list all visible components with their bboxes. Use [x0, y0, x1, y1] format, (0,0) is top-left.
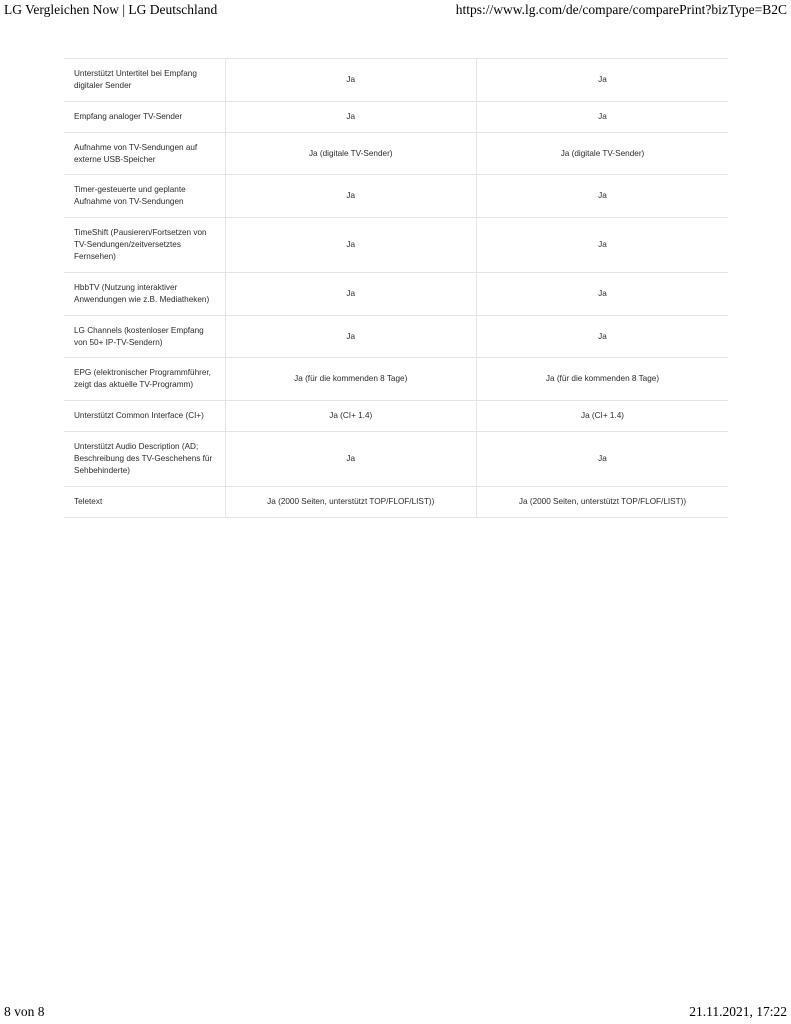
row-value-product-2: Ja (für die kommenden 8 Tage) [545, 374, 660, 384]
row-value-product-1: Ja (digitale TV-Sender) [225, 132, 477, 175]
row-label: Timer-gesteuerte und geplante Aufnahme von TV-Sendungen [64, 175, 225, 218]
row-value-product-1: Ja [225, 59, 477, 102]
row-value-product-1: Ja [225, 218, 477, 273]
row-label: Unterstützt Untertitel bei Empfang digitaler Sender [64, 59, 225, 102]
row-label: LG Channels (kostenloser Empfang von 50+ IP-TV-Sendern) [64, 315, 225, 358]
row-label: Teletext [64, 486, 225, 517]
row-value-product-2: Ja [598, 74, 607, 84]
table-row [64, 101, 728, 132]
document-url: https://www.lg.com/de/compare/comparePrint?bizType=B2C [455, 2, 787, 17]
comparison-table [64, 58, 728, 518]
row-value-product-2: Ja (2000 Seiten, unterstützt TOP/FLOF/LIST)) [518, 496, 687, 506]
row-label: HbbTV (Nutzung interaktiver Anwendungen wie z.B. Mediatheken) [64, 272, 225, 315]
row-value-product-1: Ja (für die kommenden 8 Tage) [225, 358, 477, 401]
table-row [64, 401, 728, 432]
row-value-product-1: Ja [225, 272, 477, 315]
row-label: Unterstützt Common Interface (CI+) [64, 401, 225, 432]
row-value-product-2: Ja [598, 111, 607, 121]
table-row [64, 315, 728, 358]
table-row [64, 486, 728, 517]
table-row [64, 218, 728, 273]
table-row [64, 358, 728, 401]
row-label: Unterstützt Audio Description (AD; Beschreibung des TV-Geschehens für Sehbehinderte) [64, 432, 225, 487]
row-value-product-2: Ja (digitale TV-Sender) [560, 148, 645, 158]
row-value-product-2: Ja [598, 191, 607, 201]
table-row [64, 132, 728, 175]
row-value-product-2: Ja (CI+ 1.4) [580, 411, 624, 421]
table-row [64, 175, 728, 218]
row-value-product-1: Ja (2000 Seiten, unterstützt TOP/FLOF/LIST)) [225, 486, 477, 517]
comparison-table-body [64, 59, 728, 518]
row-value-product-2: Ja [598, 331, 607, 341]
document-title: LG Vergleichen Now | LG Deutschland [4, 2, 218, 17]
page-number: 8 von 8 [4, 1004, 45, 1019]
row-value-product-1: Ja [225, 315, 477, 358]
row-value-product-2: Ja [598, 288, 607, 298]
row-value-product-1: Ja [225, 432, 477, 487]
table-row [64, 59, 728, 102]
row-label: Empfang analoger TV-Sender [64, 101, 225, 132]
row-value-product-1: Ja (CI+ 1.4) [225, 401, 477, 432]
row-value-product-1: Ja [225, 101, 477, 132]
print-header [0, 0, 791, 22]
row-label: Aufnahme von TV-Sendungen auf externe USB-Speicher [64, 132, 225, 175]
print-footer [0, 1000, 791, 1024]
row-value-product-2: Ja [598, 240, 607, 250]
row-label: TimeShift (Pausieren/Fortsetzen von TV-Sendungen/zeitversetztes Fernsehen) [64, 218, 225, 273]
print-timestamp: 21.11.2021, 17:22 [689, 1004, 787, 1019]
row-value-product-2: Ja [598, 454, 607, 464]
table-row [64, 272, 728, 315]
row-value-product-1: Ja [225, 175, 477, 218]
table-row [64, 432, 728, 487]
row-label: EPG (elektronischer Programmführer, zeigt das aktuelle TV-Programm) [64, 358, 225, 401]
